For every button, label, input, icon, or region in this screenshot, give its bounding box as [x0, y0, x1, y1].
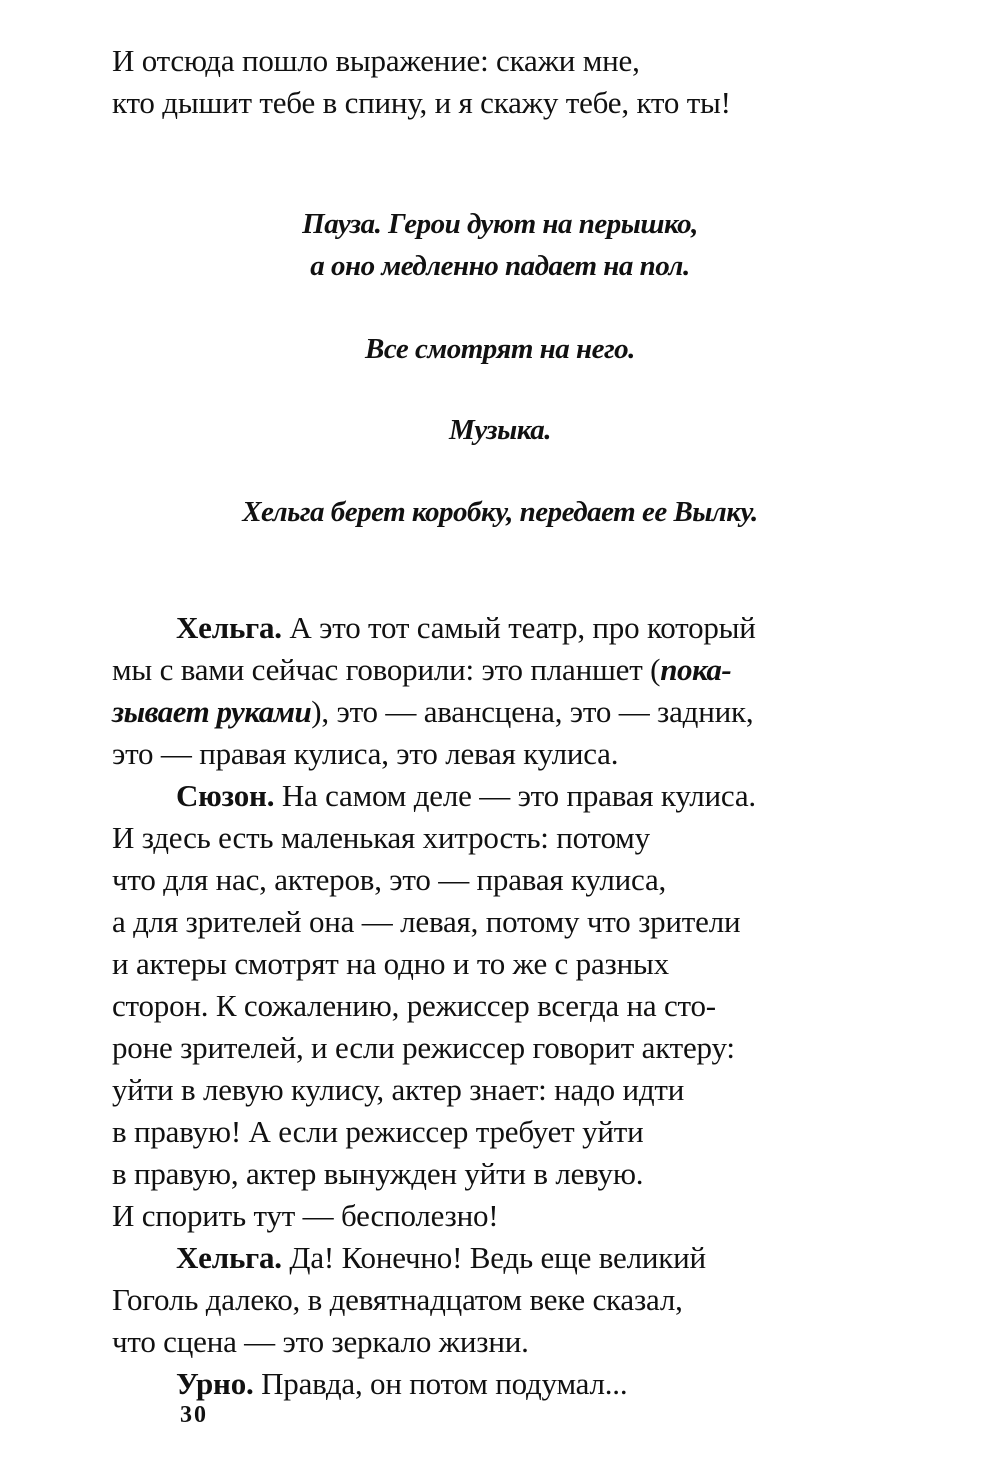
text-line: уйти в левую кулису, актер знает: надо идти	[112, 1072, 685, 1107]
replica-text: Да! Конечно! Ведь еще великий	[281, 1240, 706, 1275]
speaker-name: Урно.	[176, 1366, 254, 1401]
replica-helga	[112, 1237, 912, 1279]
text-line: что для нас, актеров, это — правая кулиса,	[112, 862, 667, 897]
stage-remark: пока-	[660, 652, 732, 687]
text-line: в правую! А если режиссер требует уйти	[112, 1114, 644, 1149]
text-line: что сцена — это зеркало жизни.	[112, 1324, 529, 1359]
text-line: И спорить тут — бесполезно!	[112, 1198, 499, 1233]
text-line: Музыка.	[449, 414, 551, 446]
text-line: И отсюда пошло выражение: скажи мне,	[112, 43, 640, 78]
text-line: сторон. К сожалению, режиссер всегда на сто-	[112, 988, 716, 1023]
replica-text: Правда, он потом подумал...	[253, 1366, 628, 1401]
text-span: ), это — авансцена, это — задник,	[311, 694, 754, 729]
stage-remark: зывает руками	[112, 694, 312, 729]
text-line: Хельга берет коробку, передает ее Вылку.	[242, 496, 758, 528]
text-line: это — правая кулиса, это левая кулиса.	[112, 736, 619, 771]
replica-suzon	[112, 775, 912, 817]
text-line: И здесь есть маленькая хитрость: потому	[112, 820, 650, 855]
replica-text: А это тот самый театр, про который	[281, 610, 756, 645]
text-line: в правую, актер вынужден уйти в левую.	[112, 1156, 644, 1191]
replica-helga	[112, 607, 912, 649]
speaker-name: Хельга.	[176, 1240, 282, 1275]
replica-urno	[112, 1363, 912, 1405]
text-line	[112, 691, 912, 733]
dialogue	[112, 607, 912, 1405]
stage-direction-all-look	[0, 328, 1000, 370]
text-line: а для зрителей она — левая, потому что зрители	[112, 904, 741, 939]
text-line: Пауза. Герои дуют на перышко,	[302, 208, 698, 240]
text-line: и актеры смотрят на одно и то же с разных	[112, 946, 669, 981]
intro-paragraph	[112, 40, 912, 124]
stage-direction-music	[0, 409, 1000, 451]
text-line: Все смотрят на него.	[365, 333, 635, 365]
text-line: роне зрителей, и если режиссер говорит актеру:	[112, 1030, 735, 1065]
text-line: кто дышит тебе в спину, и я скажу тебе, кто ты!	[112, 85, 731, 120]
page-number: 30	[180, 1402, 208, 1428]
speaker-name: Хельга.	[176, 610, 282, 645]
speaker-name: Сюзон.	[176, 778, 275, 813]
text-span: мы с вами сейчас говорили: это планшет (	[112, 652, 661, 687]
replica-text: На самом деле — это правая кулиса.	[274, 778, 756, 813]
stage-direction-pause	[0, 203, 1000, 287]
stage-direction-box	[0, 491, 1000, 533]
text-line: а оно медленно падает на пол.	[310, 250, 690, 282]
text-line	[112, 649, 912, 691]
text-line: Гоголь далеко, в девятнадцатом веке сказал,	[112, 1282, 683, 1317]
